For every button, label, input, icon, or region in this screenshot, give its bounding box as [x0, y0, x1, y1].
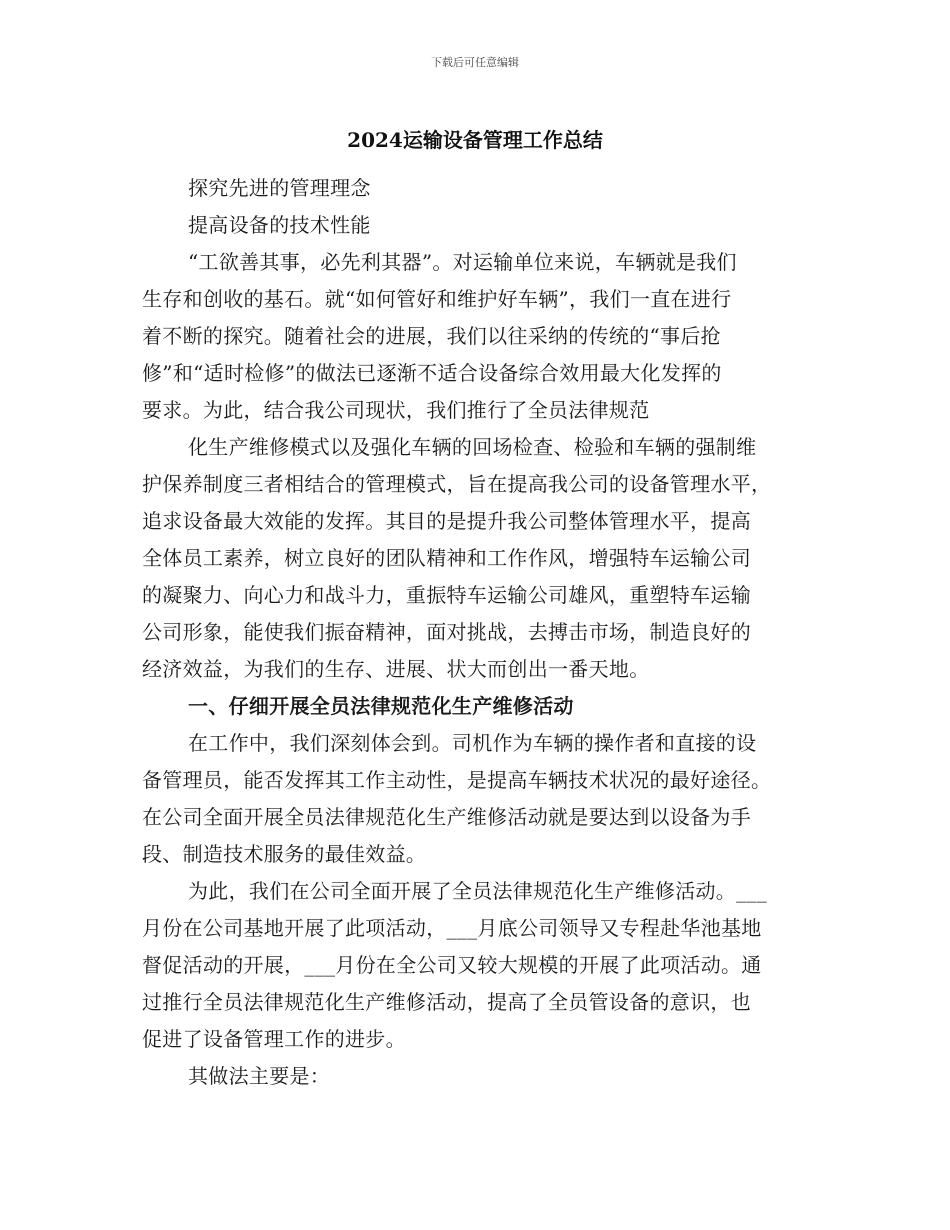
paragraph-line: 公司形象，能使我们振奋精神，面对挑战，去搏击市场，制造良好的: [142, 620, 751, 644]
paragraph-line: 促进了设备管理工作的进步。: [142, 1027, 406, 1051]
paragraph-line: 备管理员，能否发挥其工作主动性，是提高车辆技术状况的最好途径。: [142, 768, 772, 792]
subtitle-line: 探究先进的管理理念: [188, 176, 371, 200]
document-title: 2024运输设备管理工作总结: [347, 128, 603, 152]
paragraph-line: “工欲善其事，必先利其器”。对运输单位来说，车辆就是我们: [188, 250, 737, 274]
paragraph-line: 化生产维修模式以及强化车辆的回场检查、检验和车辆的强制维: [188, 435, 757, 459]
paragraph-line: 修”和“适时检修”的做法已逐渐不适合设备综合效用最大化发挥的: [142, 361, 722, 385]
document-body: [142, 170, 822, 1095]
paragraph-line: 其做法主要是：: [188, 1064, 331, 1088]
paragraph-line: 追求设备最大效能的发挥。其目的是提升我公司整体管理水平，提高: [142, 509, 751, 533]
paragraph-line: 生存和创收的基石。就“如何管好和维护好车辆”，我们一直在进行: [142, 287, 732, 311]
section-heading: 一、仔细开展全员法律规范化生产维修活动: [188, 694, 574, 718]
paragraph-line: 着不断的探究。随着社会的进展，我们以往采纳的传统的“事后抢: [142, 324, 721, 348]
paragraph-line: 督促活动的开展，___月份在全公司又较大规模的开展了此项活动。通: [142, 953, 762, 977]
paragraph-line: 全体员工素养，树立良好的团队精神和工作作风，增强特车运输公司: [142, 546, 751, 570]
paragraph-line: 要求。为此，结合我公司现状，我们推行了全员法律规范: [142, 398, 650, 422]
subtitle-line: 提高设备的技术性能: [188, 213, 371, 237]
paragraph-line: 护保养制度三者相结合的管理模式，旨在提高我公司的设备管理水平，: [142, 472, 772, 496]
paragraph-line: 月份在公司基地开展了此项活动，___月底公司领导又专程赴华池基地: [142, 916, 762, 940]
paragraph-line: 段、制造技术服务的最佳效益。: [142, 842, 427, 866]
paragraph-line: 在工作中，我们深刻体会到。司机作为车辆的操作者和直接的设: [188, 731, 757, 755]
paragraph-line: 在公司全面开展全员法律规范化生产维修活动就是要达到以设备为手: [142, 805, 751, 829]
paragraph-line: 经济效益，为我们的生存、进展、状大而创出一番天地。: [142, 657, 650, 681]
page-header-note: 下载后可任意编辑: [431, 56, 519, 69]
paragraph-line: 为此，我们在公司全面开展了全员法律规范化生产维修活动。___: [188, 879, 767, 903]
paragraph-line: 过推行全员法律规范化生产维修活动，提高了全员管设备的意识，也: [142, 990, 751, 1014]
paragraph-line: 的凝聚力、向心力和战斗力，重振特车运输公司雄风，重塑特车运输: [142, 583, 751, 607]
